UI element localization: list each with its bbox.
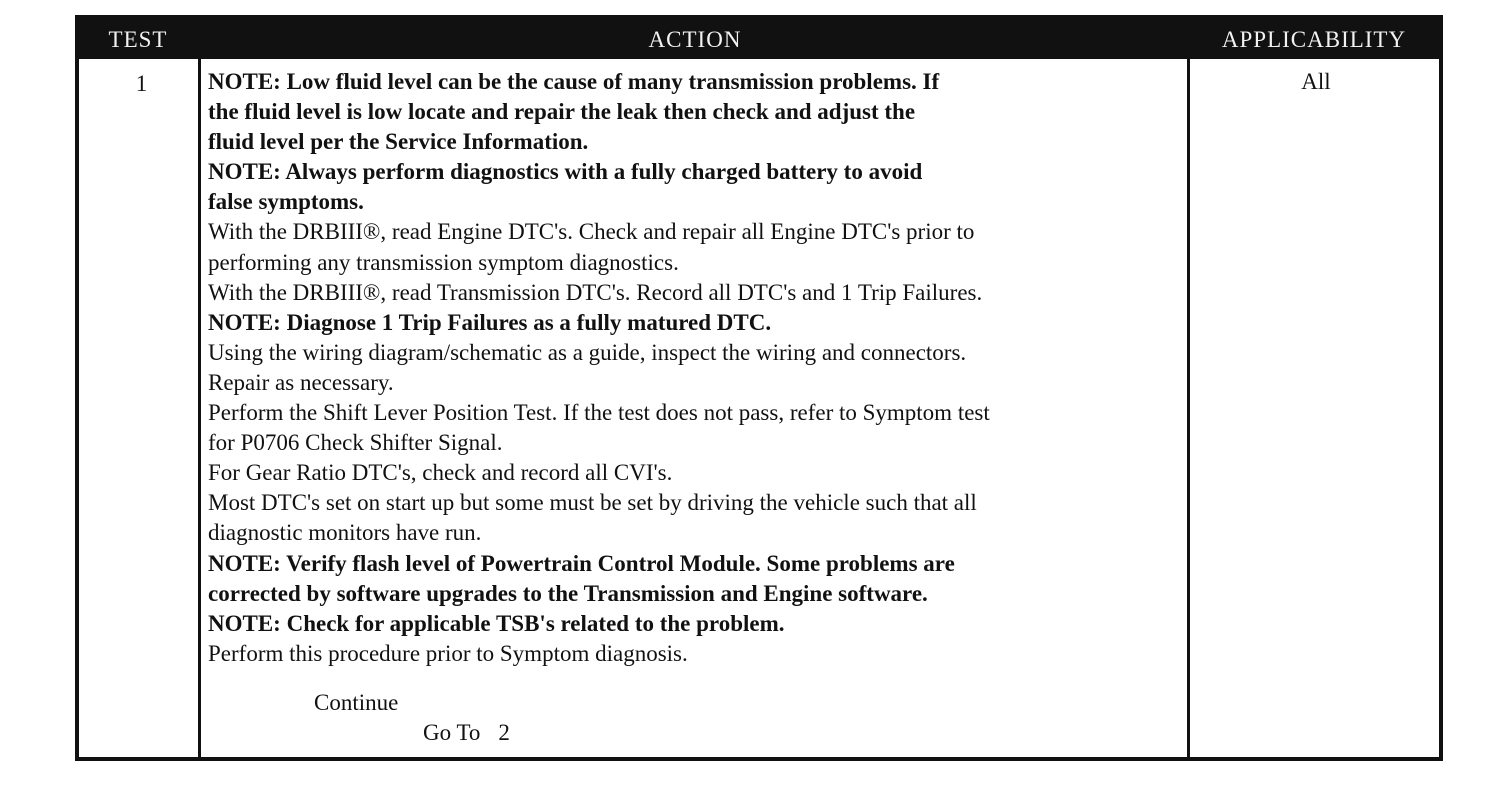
action-line: diagnostic monitors have run.	[208, 520, 482, 546]
action-line: NOTE: Check for applicable TSB's related to the problem.	[208, 610, 785, 636]
column-divider-test	[198, 59, 201, 757]
action-line: NOTE: Low fluid level can be the cause of many transmission problems. If	[208, 69, 940, 94]
goto-link[interactable]	[423, 720, 510, 746]
action-line: performing any transmission symptom diagnostics.	[208, 249, 679, 275]
goto-label: Go To	[423, 720, 481, 745]
header-test: TEST	[108, 27, 168, 52]
action-line: Perform the Shift Lever Position Test. If the test does not pass, refer to Symptom test	[208, 400, 990, 426]
action-line: corrected by software upgrades to the Transmission and Engine software.	[208, 580, 928, 606]
action-line: Most DTC's set on start up but some must be set by driving the vehicle such that all	[208, 490, 977, 516]
table-header	[79, 19, 1439, 59]
action-line: the fluid level is low locate and repair the leak then check and adjust the	[208, 99, 916, 125]
action-line: NOTE: Always perform diagnostics with a fully charged battery to avoid	[208, 159, 923, 185]
action-line: Perform this procedure prior to Symptom diagnosis.	[208, 640, 688, 666]
action-line: fluid level per the Service Information.	[208, 129, 589, 155]
action-line: NOTE: Diagnose 1 Trip Failures as a fully matured DTC.	[208, 309, 772, 335]
action-line: With the DRBIII®, read Transmission DTC's. Record all DTC's and 1 Trip Failures.	[208, 279, 983, 305]
header-action: ACTION	[648, 27, 742, 52]
action-line: false symptoms.	[208, 189, 364, 215]
header-applicability: APPLICABILITY	[1221, 27, 1407, 52]
test-number: 1	[135, 71, 148, 96]
action-text	[208, 67, 1183, 669]
action-line: With the DRBIII®, read Engine DTC's. Check and repair all Engine DTC's prior to	[208, 219, 975, 245]
test-table	[75, 15, 1443, 761]
goto-target: 2	[498, 720, 510, 745]
continue-label: Continue	[314, 690, 399, 715]
column-divider-applicability	[1187, 59, 1190, 757]
action-line: Using the wiring diagram/schematic as a guide, inspect the wiring and connectors.	[208, 339, 967, 365]
action-line: Repair as necessary.	[208, 369, 394, 395]
applicability-value: All	[1301, 69, 1331, 94]
action-line: For Gear Ratio DTC's, check and record all CVI's.	[208, 460, 673, 486]
action-line: for P0706 Check Shifter Signal.	[208, 430, 503, 456]
action-line: NOTE: Verify flash level of Powertrain Control Module. Some problems are	[208, 550, 955, 576]
